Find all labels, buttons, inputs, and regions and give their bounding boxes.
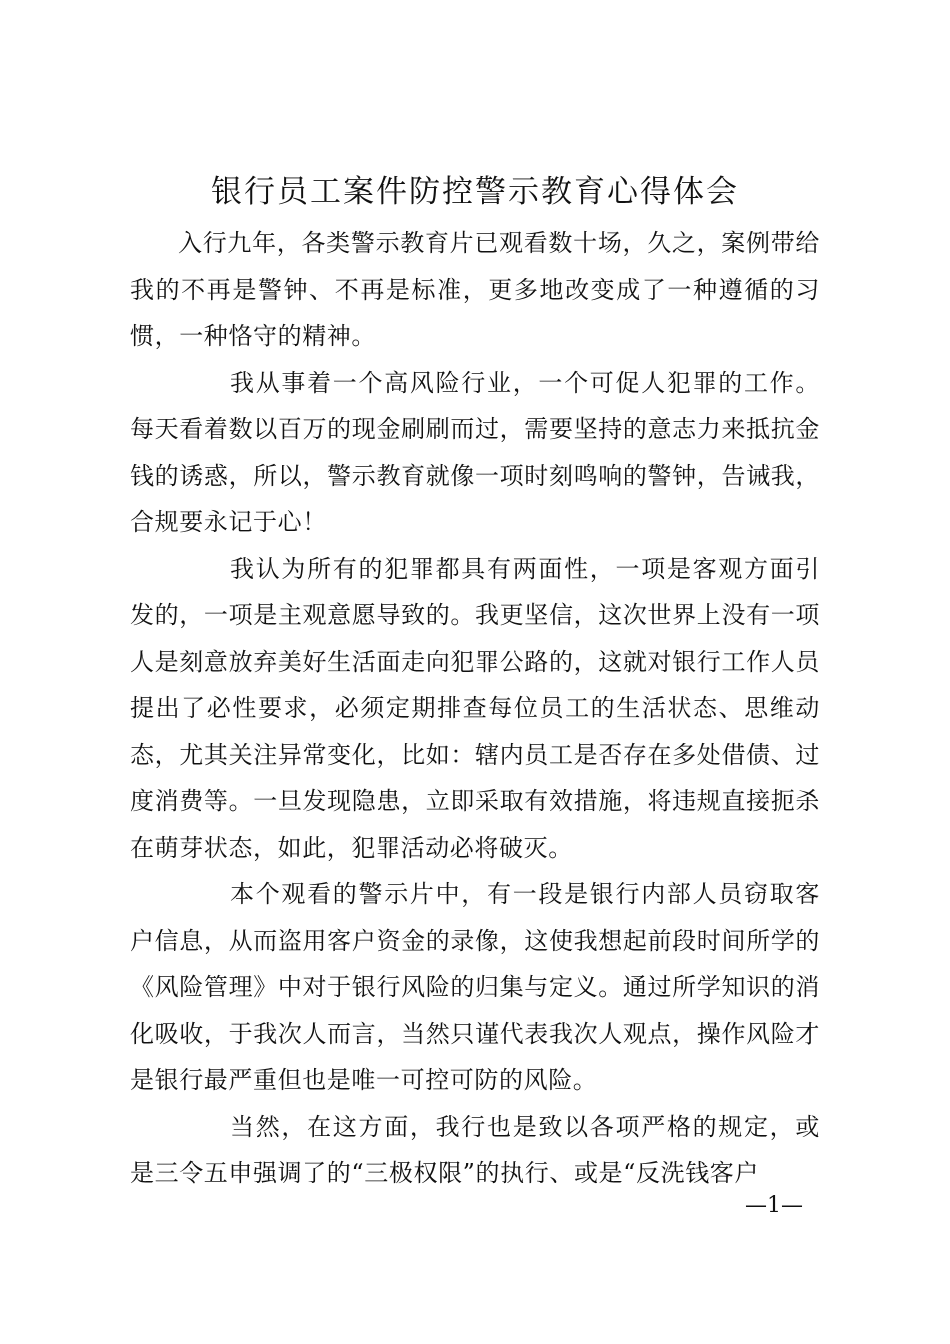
paragraph-4: 本个观看的警示片中，有一段是银行内部人员窃取客户信息，从而盗用客户资金的录像，这使我想起前段时间所学的《风险管理》中对于银行风险的归集与定义。通过所学知识的消化吸收，于我次人而言，当然只谨代表我次人观点，操作风险才是银行最严重但也是唯一可控可防的风险。 bbox=[130, 880, 820, 1094]
paragraph-5: 当然，在这方面，我行也是致以各项严格的规定，或是三令五申强调了的“三极权限”的执行、或是“反洗钱客户 bbox=[130, 1112, 820, 1187]
document-body bbox=[130, 220, 820, 1197]
page-number: —1— bbox=[745, 1193, 803, 1218]
document-title: 银行员工案件防控警示教育心得体会 bbox=[211, 174, 739, 210]
paragraph-3: 我认为所有的犯罪都具有两面性，一项是客观方面引发的，一项是主观意愿导致的。我更坚信，这次世界上没有一项人是刻意放弃美好生活面走向犯罪公路的，这就对银行工作人员提出了必性要求，必须定期排查每位员工的生活状态、思维动态，尤其关注异常变化，比如：辖内员工是否存在多处借债、过度消费等。一旦发现隐患，立即采取有效措施，将违规直接扼杀在萌芽状态，如此，犯罪活动必将破灭。 bbox=[130, 554, 820, 862]
paragraph-1: 入行九年，各类警示教育片已观看数十场，久之，案例带给我的不再是警钟、不再是标准，更多地改变成了一种遵循的习惯，一种恪守的精神。 bbox=[130, 229, 820, 350]
paragraph-2: 我从事着一个高风险行业，一个可促人犯罪的工作。每天看着数以百万的现金刷刷而过，需要坚持的意志力来抵抗金钱的诱惑，所以，警示教育就像一项时刻鸣响的警钟，告诫我，合规要永记于心！ bbox=[130, 368, 820, 536]
